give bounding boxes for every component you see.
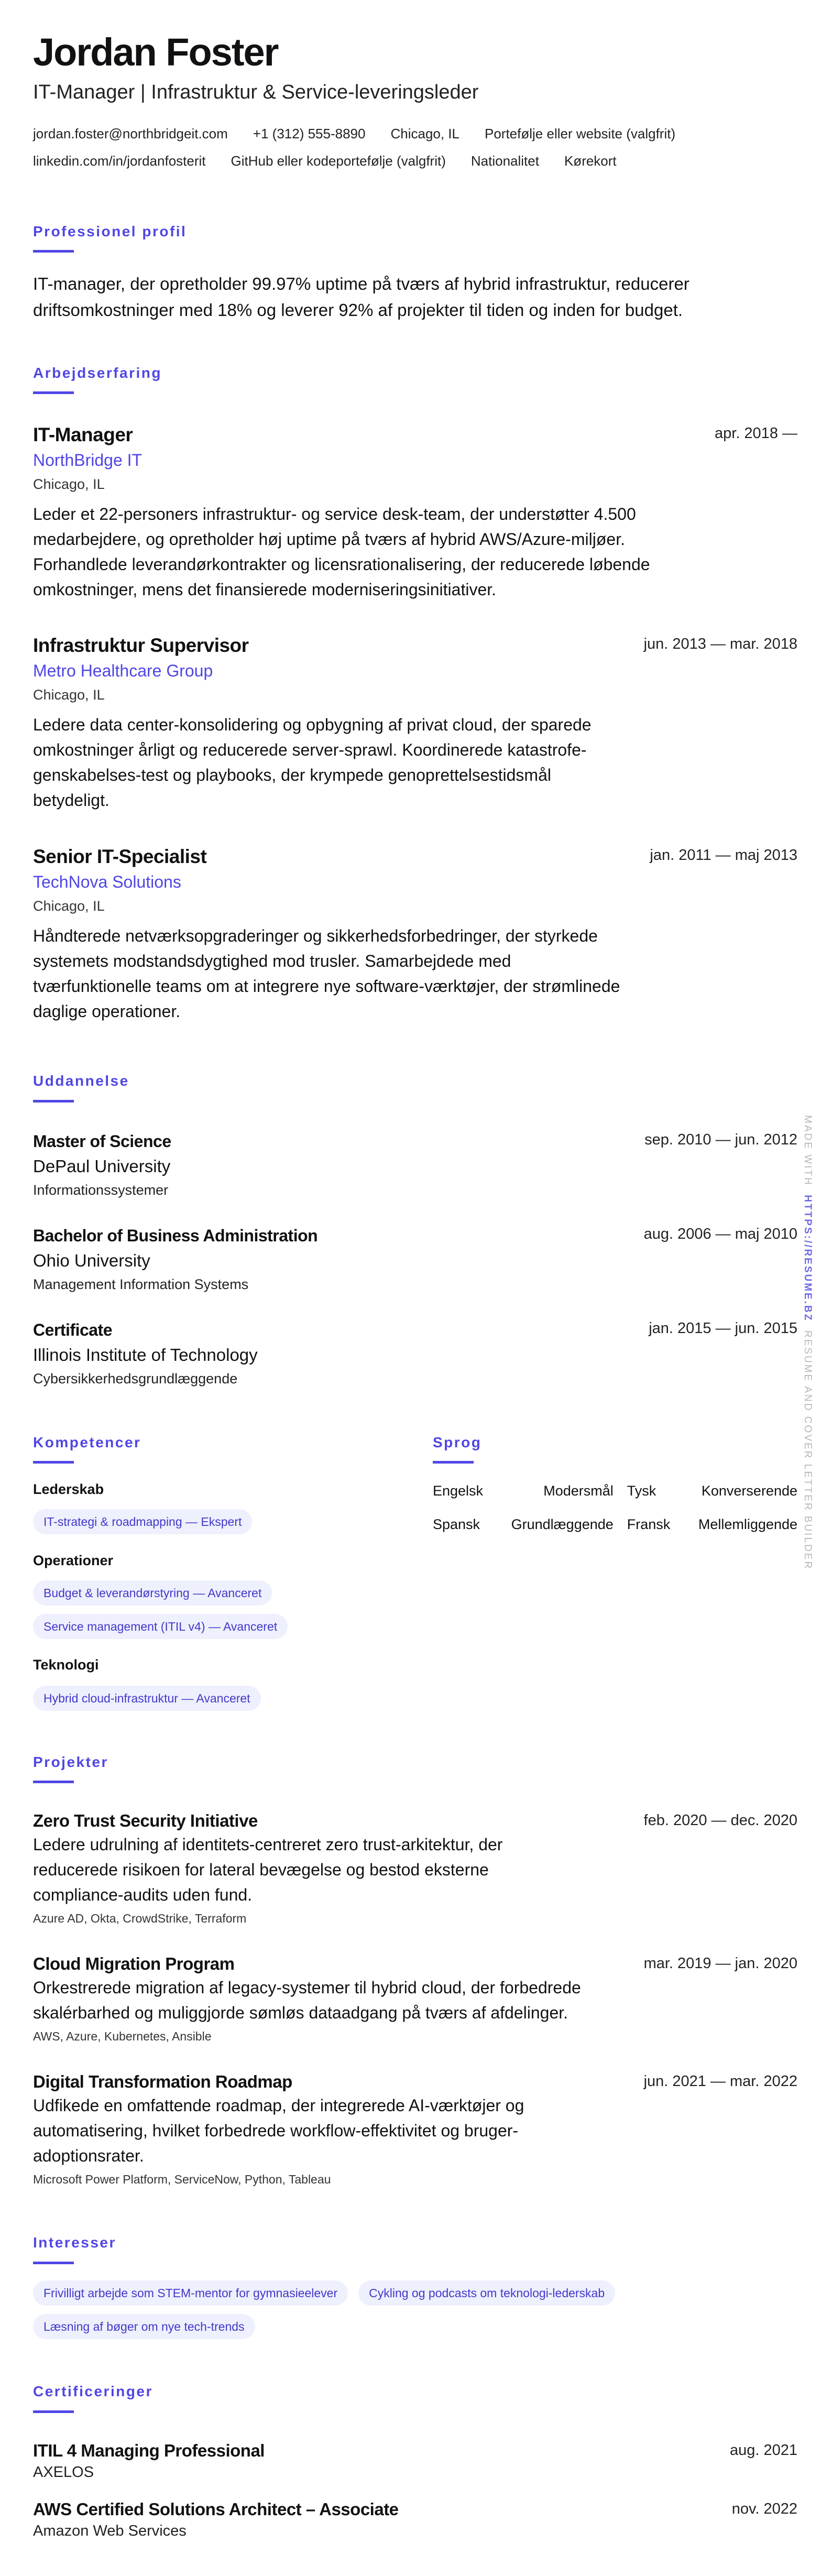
project-description: Orkestrerede migration af legacy-systemer til hybrid cloud, der forbedrede skalérbarhed og muliggjorde sømløs dataadgang på tværs af afdelinger.: [33, 1978, 581, 2022]
language-level: Konverserende: [701, 1483, 797, 1499]
watermark-link[interactable]: HTTPS://RESUME.BZ: [802, 1195, 813, 1322]
section-heading-skills: Kompetencer: [33, 1434, 141, 1450]
nationality: Nationalitet: [470, 153, 539, 169]
certification-date: nov. 2022: [731, 2501, 797, 2517]
job-title: IT-Manager: [33, 424, 133, 445]
section-underline: [33, 2262, 74, 2264]
skill-chip: IT-strategi & roadmapping — Ekspert: [33, 1509, 252, 1534]
language-level: Mellemliggende: [698, 1516, 797, 1532]
experience-item: [33, 634, 797, 813]
skill-chip: Budget & leverandørstyring — Avanceret: [33, 1580, 272, 1606]
section-underline: [33, 1781, 74, 1783]
section-heading-experience: Arbejdserfaring: [33, 365, 162, 381]
certification-item: [33, 2440, 797, 2483]
drivers-license: Kørekort: [564, 153, 617, 169]
job-date: jan. 2011 — maj 2013: [650, 847, 797, 864]
project-tech: Azure AD, Okta, CrowdStrike, Terraform: [33, 1912, 247, 1925]
job-location: Chicago, IL: [33, 898, 105, 914]
job-title: Infrastruktur Supervisor: [33, 635, 249, 656]
language-name: Tysk: [627, 1483, 656, 1499]
language-level: Modersmål: [543, 1483, 614, 1499]
company-name: NorthBridge IT: [33, 451, 143, 470]
email-link[interactable]: jordan.foster@northbridgeit.com: [33, 126, 228, 141]
candidate-title: IT-Manager | Infrastruktur & Service-leveringsleder: [33, 81, 479, 103]
project-date: mar. 2019 — jan. 2020: [643, 1955, 797, 1972]
school: Illinois Institute of Technology: [33, 1345, 258, 1365]
job-description: Leder et 22-personers infrastruktur- og service desk-team, der understøtter 4.500 medarbejdere, og opretholder høj uptime på tværs af hybrid AWS/Azure-miljøer. Forhandlede leverandørkontrakter og licensrationalisering, der reducerede løbende omkostninger, mens det finansierede moderniseringsinitiativer.: [33, 505, 650, 599]
section-underline: [33, 250, 74, 253]
project-item: [33, 1810, 797, 1928]
project-tech: AWS, Azure, Kubernetes, Ansible: [33, 2029, 212, 2043]
phone: +1 (312) 555-8890: [253, 126, 366, 141]
language-list: [433, 1480, 797, 1535]
job-date: jun. 2013 — mar. 2018: [643, 636, 797, 652]
certification-name: ITIL 4 Managing Professional: [33, 2441, 265, 2460]
watermark-suffix: RESUME AND COVER LETTER BUILDER: [802, 1330, 813, 1570]
contact-row: [33, 153, 797, 169]
project-date: feb. 2020 — dec. 2020: [643, 1812, 797, 1829]
section-heading-interests: Interesser: [33, 2234, 116, 2251]
skill-chip: Service management (ITIL v4) — Avanceret: [33, 1614, 288, 1639]
education-date: jan. 2015 — jun. 2015: [649, 1320, 797, 1337]
section-underline: [33, 1461, 74, 1464]
experience-item: [33, 423, 797, 602]
section-underline: [433, 1461, 474, 1464]
project-title: Cloud Migration Program: [33, 1954, 235, 1973]
section-heading-profile: Professionel profil: [33, 223, 187, 239]
skill-group-label: Teknologi: [33, 1657, 99, 1673]
project-date: jun. 2021 — mar. 2022: [643, 2073, 797, 2090]
project-item: [33, 2071, 797, 2189]
certification-name: AWS Certified Solutions Architect – Associate: [33, 2499, 399, 2519]
school: Ohio University: [33, 1251, 150, 1270]
candidate-name: Jordan Foster: [33, 30, 278, 74]
github-link[interactable]: GitHub eller kodeportefølje (valgfrit): [231, 153, 446, 169]
certification-item: [33, 2498, 797, 2541]
job-location: Chicago, IL: [33, 476, 105, 492]
project-title: Zero Trust Security Initiative: [33, 1811, 258, 1830]
field-of-study: Informationssystemer: [33, 1182, 169, 1198]
contact-row: [33, 126, 797, 142]
interest-chip: Frivilligt arbejde som STEM-mentor for gymnasieelever: [33, 2280, 348, 2306]
language-level: Grundlæggende: [511, 1516, 614, 1532]
job-description: Håndterede netværksopgraderinger og sikkerhedsforbedringer, der styrkede systemets modstandsdygtighed mod trusler. Samarbejdede med tværfunktionelle teams om at integrere nye software-værktøjer, der strømlinede daglige operationer.: [33, 926, 620, 1021]
watermark: [802, 1115, 813, 1570]
experience-item: [33, 845, 797, 1024]
company-name: TechNova Solutions: [33, 872, 181, 891]
section-underline: [33, 1100, 74, 1103]
field-of-study: Management Information Systems: [33, 1276, 249, 1292]
job-date: apr. 2018 —: [715, 425, 797, 442]
section-underline: [33, 2410, 74, 2413]
linkedin-link[interactable]: linkedin.com/in/jordanfosterit: [33, 153, 206, 169]
interest-chip: Cykling og podcasts om teknologi-lederskab: [358, 2280, 615, 2306]
watermark-prefix: MADE WITH: [802, 1115, 813, 1186]
degree: Master of Science: [33, 1132, 171, 1151]
certification-date: aug. 2021: [729, 2442, 797, 2459]
project-item: [33, 1953, 797, 2046]
education-date: sep. 2010 — jun. 2012: [644, 1131, 797, 1148]
interest-list: [33, 2280, 714, 2339]
degree: Certificate: [33, 1320, 112, 1339]
company-name: Metro Healthcare Group: [33, 661, 213, 680]
project-description: Ledere udrulning af identitets-centreret zero trust-arkitektur, der reducerede risikoen for lateral bevægelse og bestod eksterne compliance-audits uden fund.: [33, 1835, 503, 1904]
job-location: Chicago, IL: [33, 687, 105, 703]
job-description: Ledere data center-konsolidering og opbygning af privat cloud, der sparede omkostninger årligt og reducerede server-sprawl. Koordinerede katastrofe-genskabelses-test og playbooks, der krympede genoprettelsestidsmål betydeligt.: [33, 715, 592, 810]
certification-issuer: AXELOS: [33, 2464, 94, 2481]
language-name: Spansk: [433, 1516, 480, 1532]
education-date: aug. 2006 — maj 2010: [643, 1226, 797, 1242]
section-heading-certifications: Certificeringer: [33, 2383, 153, 2399]
education-item: [33, 1224, 797, 1295]
skill-group-label: Operationer: [33, 1553, 114, 1568]
skill-group-label: Lederskab: [33, 1481, 104, 1497]
location: Chicago, IL: [390, 126, 459, 141]
degree: Bachelor of Business Administration: [33, 1226, 318, 1245]
portfolio-link[interactable]: Portefølje eller website (valgfrit): [485, 126, 676, 141]
education-item: [33, 1318, 797, 1389]
section-heading-projects: Projekter: [33, 1754, 108, 1770]
project-description: Udfikede en omfattende roadmap, der integrerede AI-værktøjer og automatisering, hvilket forbedrede workflow-effektivitet og bruger-adoptionsrater.: [33, 2096, 524, 2165]
field-of-study: Cybersikkerhedsgrundlæggende: [33, 1371, 238, 1387]
profile-summary: IT-manager, der opretholder 99.97% uptime på tværs af hybrid infrastruktur, reducerer driftsomkostninger med 18% og leverer 92% af projekter til tiden og inden for budget.: [33, 274, 689, 320]
skill-chip: Hybrid cloud-infrastruktur — Avanceret: [33, 1686, 261, 1711]
language-name: Fransk: [627, 1516, 671, 1532]
school: DePaul University: [33, 1156, 171, 1176]
interest-chip: Læsning af bøger om nye tech-trends: [33, 2314, 255, 2339]
language-name: Engelsk: [433, 1483, 484, 1499]
section-heading-languages: Sprog: [433, 1434, 482, 1450]
job-title: Senior IT-Specialist: [33, 846, 207, 867]
section-underline: [33, 391, 74, 394]
education-item: [33, 1129, 797, 1200]
section-heading-education: Uddannelse: [33, 1073, 129, 1089]
project-tech: Microsoft Power Platform, ServiceNow, Python, Tableau: [33, 2173, 331, 2186]
certification-issuer: Amazon Web Services: [33, 2523, 187, 2539]
project-title: Digital Transformation Roadmap: [33, 2072, 292, 2091]
